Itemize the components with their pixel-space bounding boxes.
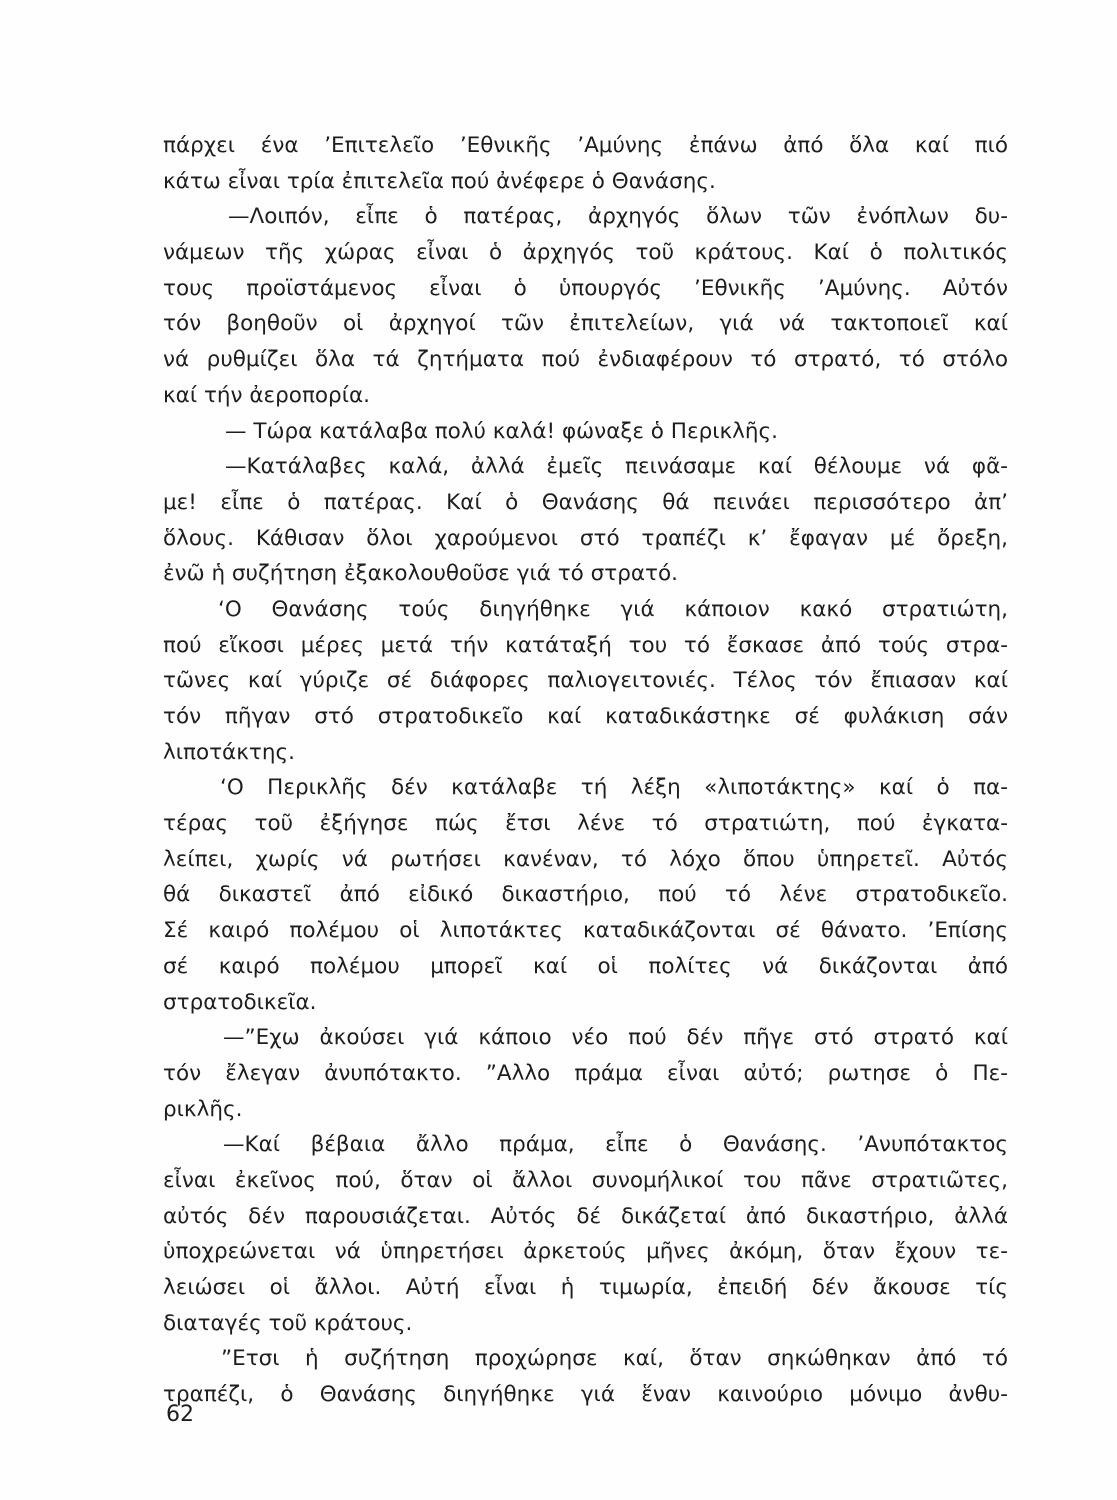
text-line: με! εἶπε ὁ πατέρας. Καί ὁ Θανάσης θά πεινάει περισσότερο ἀπ’ — [163, 489, 1008, 515]
text-line: λιποτάκτης. — [163, 739, 295, 765]
text-line: λειώσει οἱ ἄλλοι. Αὐτή εἶναι ἡ τιμωρία, ἐπειδή δέν ἄκουσε τίς — [163, 1275, 1008, 1300]
text-line: ”Ετσι ἡ συζήτηση προχώρησε καί, ὅταν σηκώθηκαν ἀπό τό — [221, 1346, 1008, 1372]
page-number: 62 — [166, 1402, 194, 1427]
text-line: θά δικαστεῖ ἀπό εἰδικό δικαστήριο, πού τό λένε στρατοδικεῖο. — [163, 882, 1008, 908]
text-line: τόν ἔλεγαν ἀνυπότακτο. ”Αλλο πράμα εἶναι αὐτό; ρωτησε ὁ Πε- — [163, 1060, 1008, 1086]
text-line: εἶναι ἐκεῖνος πού, ὅταν οἱ ἄλλοι συνομήλικοί του πᾶνε στρατιῶτες, — [163, 1167, 1008, 1193]
text-line: σέ καιρό πολέμου μπορεῖ καί οἱ πολίτες νά δικάζονται ἀπό — [163, 953, 1008, 979]
text-line: τόν πῆγαν στό στρατοδικεῖο καί καταδικάστηκε σέ φυλάκιση σάν — [163, 704, 1008, 729]
text-line: τραπέζι, ὁ Θανάσης διηγήθηκε γιά ἕναν καινούριο μόνιμο ἀνθυ- — [163, 1382, 1008, 1408]
text-line: ‘Ο Περικλῆς δέν κατάλαβε τή λέξη «λιποτάκτης» καί ὁ πα- — [220, 775, 1008, 801]
text-line: νάμεων τῆς χώρας εἶναι ὁ ἀρχηγός τοῦ κράτους. Καί ὁ πολιτικός — [163, 240, 1008, 266]
text-line: αὐτός δέν παρουσιάζεται. Αὐτός δέ δικάζεταί ἀπό δικαστήριο, ἀλλά — [163, 1203, 1008, 1229]
text-line: —Κατάλαβες καλά, ἀλλά ἐμεῖς πεινάσαμε καί θέλουμε νά φᾶ- — [225, 454, 1008, 480]
text-line: —Λοιπόν, εἶπε ὁ πατέρας, ἀρχηγός ὅλων τῶν ἐνόπλων δυ- — [228, 204, 1008, 230]
text-line: στρατοδικεῖα. — [163, 989, 317, 1015]
text-line: λείπει, χωρίς νά ρωτήσει κανέναν, τό λόχο ὅπου ὑπηρετεῖ. Αὐτός — [163, 846, 1008, 872]
text-line: τους προϊστάμενος εἶναι ὁ ὑπουργός ’Εθνικῆς ’Αμύνης. Αὐτόν — [163, 275, 1008, 301]
text-line: νά ρυθμίζει ὅλα τά ζητήματα πού ἐνδιαφέρουν τό στρατό, τό στόλο — [163, 347, 1008, 373]
text-line: τέρας τοῦ ἐξήγησε πώς ἔτσι λένε τό στρατιώτη, πού ἐγκατα- — [163, 811, 1008, 837]
text-line: —Καί βέβαια ἄλλο πράμα, εἶπε ὁ Θανάσης. ’Ανυπότακτος — [223, 1132, 1008, 1158]
text-line: — Τώρα κατάλαβα πολύ καλά! φώναξε ὁ Περικλῆς. — [225, 418, 778, 444]
text-line: καί τήν ἀεροπορία. — [163, 382, 370, 408]
page-body-text — [163, 128, 1008, 1413]
text-line: ὑποχρεώνεται νά ὑπηρετήσει ἀρκετούς μῆνες ἀκόμη, ὅταν ἔχουν τε- — [163, 1239, 1008, 1265]
text-line: ρικλῆς. — [163, 1096, 243, 1122]
text-line: ἐνῶ ἡ συζήτηση ἐξακολουθοῦσε γιά τό στρατό. — [163, 561, 678, 587]
text-line: πού εἴκοσι μέρες μετά τήν κατάταξή του τό ἔσκασε ἀπό τούς στρα- — [163, 632, 1008, 658]
text-line: πάρχει ένα ’Επιτελεῖο ’Εθνικῆς ’Αμύνης ἐπάνω ἀπό ὅλα καί πιό — [163, 133, 1008, 158]
text-line: τόν βοηθοῦν οἱ ἀρχηγοί τῶν ἐπιτελείων, γιά νά τακτοποιεῖ καί — [163, 311, 1008, 337]
text-line: ‘Ο Θανάσης τούς διηγήθηκε γιά κάποιον κακό στρατιώτη, — [218, 596, 1008, 622]
text-line: —”Εχω ἀκούσει γιά κάποιο νέο πού δέν πῆγε στό στρατό καί — [223, 1025, 1008, 1051]
text-line: τῶνες καί γύριζε σέ διάφορες παλιογειτονιές. Τέλος τόν ἔπιασαν καί — [163, 668, 1008, 694]
text-line: διαταγές τοῦ κράτους. — [163, 1310, 413, 1336]
text-line: Σέ καιρό πολέμου οἱ λιποτάκτες καταδικάζονται σέ θάνατο. ’Επίσης — [163, 918, 1008, 944]
text-line: ὅλους. Κάθισαν ὅλοι χαρούμενοι στό τραπέζι κ’ ἔφαγαν μέ ὄρεξη, — [163, 525, 1008, 551]
text-line: κάτω εἶναι τρία ἐπιτελεῖα πού ἀνέφερε ὁ Θανάσης. — [163, 168, 716, 194]
